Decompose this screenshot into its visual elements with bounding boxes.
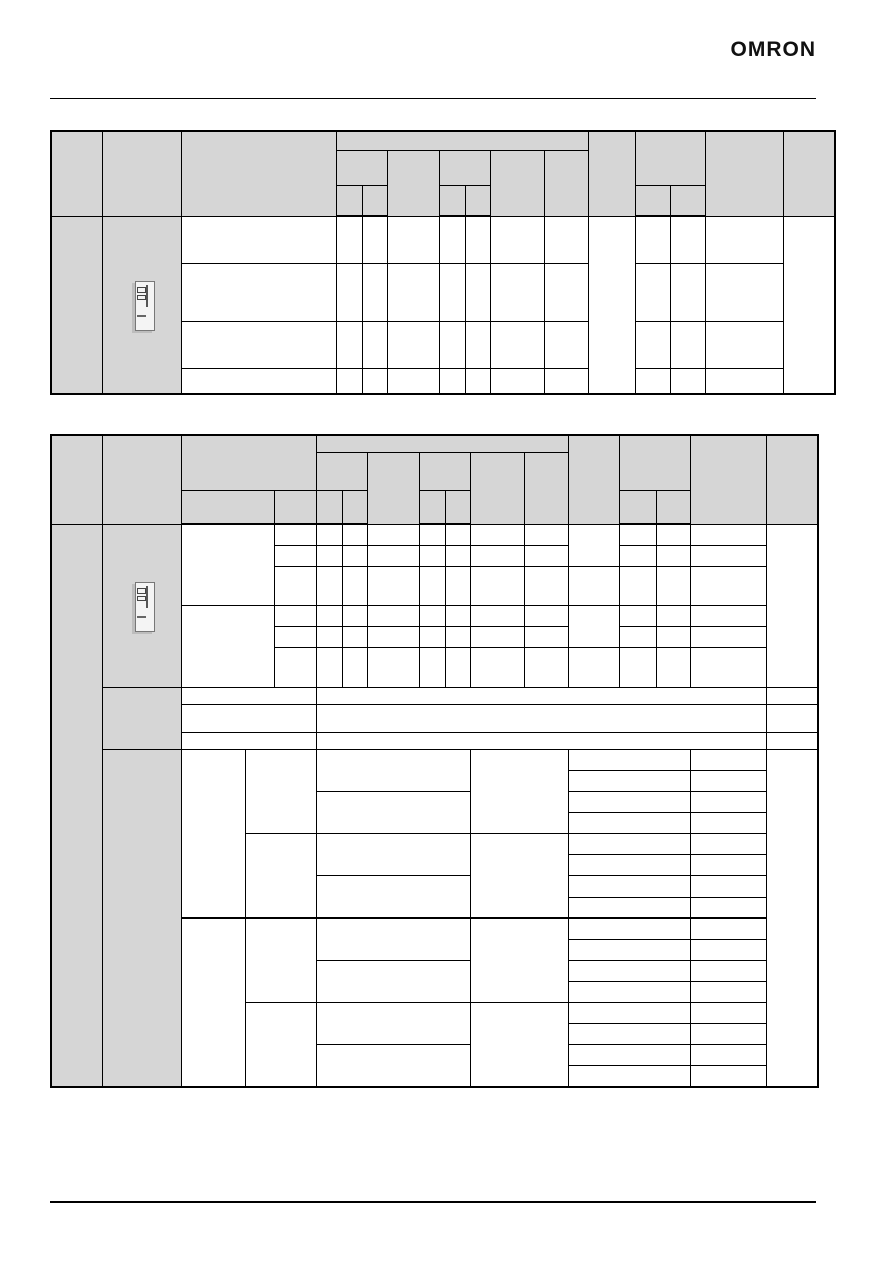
table-cell (181, 732, 316, 749)
table-cell (387, 321, 439, 368)
table-cell (274, 606, 316, 627)
table-cell (670, 263, 705, 321)
table-cell (445, 567, 470, 606)
table-cell (690, 627, 766, 648)
table-cell (490, 321, 544, 368)
table-cell (181, 749, 245, 918)
table-cell (568, 939, 690, 960)
table-cell (470, 627, 524, 648)
header-cell (419, 490, 445, 524)
table-cell (342, 606, 367, 627)
table-cell (490, 216, 544, 263)
header-cell (783, 131, 835, 216)
table-cell (635, 216, 670, 263)
table-cell (439, 216, 465, 263)
table-cell (690, 960, 766, 981)
table-cell (387, 263, 439, 321)
table-cell (362, 216, 387, 263)
table-cell (362, 321, 387, 368)
table-cell (690, 771, 766, 792)
table-cell (419, 606, 445, 627)
header-cell (439, 150, 490, 185)
table-cell (656, 546, 690, 567)
table-cell (316, 546, 342, 567)
table-cell (181, 918, 245, 1087)
header-cell (102, 131, 181, 216)
table-cell (362, 368, 387, 394)
table-cell (367, 546, 419, 567)
table-cell (705, 321, 783, 368)
table-cell (445, 524, 470, 545)
table-cell (766, 687, 818, 704)
table-cell (274, 627, 316, 648)
table-cell (690, 981, 766, 1002)
table-cell (362, 263, 387, 321)
table-cell (568, 606, 619, 648)
table-cell (544, 263, 588, 321)
table-cell (568, 813, 690, 834)
table-cell (705, 263, 783, 321)
table-cell (490, 368, 544, 394)
table-cell (445, 546, 470, 567)
table-cell (568, 981, 690, 1002)
header-cell (635, 185, 670, 216)
table-cell (705, 216, 783, 263)
table-cell (367, 648, 419, 687)
table-cell (470, 749, 568, 833)
table-cell (690, 897, 766, 918)
table-cell (439, 321, 465, 368)
category-cell (51, 524, 102, 1087)
header-cell (766, 435, 818, 524)
table-cell (690, 648, 766, 687)
header-cell (181, 131, 336, 216)
table-cell (316, 1045, 470, 1087)
table-cell (470, 1003, 568, 1087)
header-cell (656, 490, 690, 524)
table-cell (181, 263, 336, 321)
header-cell (342, 490, 367, 524)
table-cell (524, 606, 568, 627)
header-rule (50, 98, 816, 99)
header-cell (619, 435, 690, 490)
table-cell (181, 687, 316, 704)
table-cell (656, 524, 690, 545)
table-cell (181, 524, 274, 605)
table-cell (419, 546, 445, 567)
table-cell (245, 1003, 316, 1087)
table-cell (568, 918, 690, 939)
table-cell (316, 606, 342, 627)
table-cell (656, 627, 690, 648)
table-cell (367, 627, 419, 648)
table-cell (245, 749, 316, 833)
table-cell (465, 321, 490, 368)
table-cell (336, 321, 362, 368)
table-cell (635, 368, 670, 394)
header-cell (544, 150, 588, 216)
header-cell (316, 435, 568, 452)
table-cell (470, 834, 568, 918)
header-cell (588, 131, 635, 216)
table-cell (316, 687, 766, 704)
header-cell (274, 490, 316, 524)
header-cell (465, 185, 490, 216)
table-cell (245, 918, 316, 1002)
table-cell (470, 567, 524, 606)
table-cell (316, 648, 342, 687)
header-cell (51, 435, 102, 524)
table-cell (524, 648, 568, 687)
header-cell (316, 452, 367, 490)
table-cell (568, 567, 619, 606)
table-cell (181, 704, 316, 732)
table-cell (470, 918, 568, 1002)
table-cell (705, 368, 783, 394)
table-cell (316, 627, 342, 648)
header-cell (316, 490, 342, 524)
omron-logo: OMRON (730, 38, 816, 61)
table-cell (690, 1024, 766, 1045)
table-cell (465, 216, 490, 263)
header-cell (51, 131, 102, 216)
table-cell (766, 524, 818, 687)
table-cell (568, 1003, 690, 1024)
table-cell (656, 567, 690, 606)
table-cell (766, 704, 818, 732)
table-cell (274, 546, 316, 567)
table-cell (690, 939, 766, 960)
table-cell (619, 606, 656, 627)
table-cell (670, 368, 705, 394)
upper-selection-table (50, 130, 836, 395)
footer-rule (50, 1201, 816, 1203)
table-cell (465, 263, 490, 321)
table-cell (316, 732, 766, 749)
header-cell (336, 185, 362, 216)
table-cell (619, 546, 656, 567)
table-cell (316, 567, 342, 606)
table-cell (656, 648, 690, 687)
table-cell (367, 524, 419, 545)
header-cell (670, 185, 705, 216)
header-cell (181, 435, 316, 490)
header-cell (490, 150, 544, 216)
option-group-cell (102, 749, 181, 1087)
table-cell (568, 1066, 690, 1087)
table-cell (342, 648, 367, 687)
header-cell (524, 452, 568, 524)
header-cell (619, 490, 656, 524)
table-cell (670, 321, 705, 368)
table-cell (316, 524, 342, 545)
table-cell (690, 792, 766, 813)
table-cell (656, 606, 690, 627)
accessory-group-cell (102, 687, 181, 749)
table-cell (439, 368, 465, 394)
table-cell (419, 627, 445, 648)
table-cell (274, 648, 316, 687)
table-cell (336, 263, 362, 321)
table-cell (619, 627, 656, 648)
header-cell (568, 435, 619, 524)
header-cell (102, 435, 181, 524)
table-cell (568, 749, 690, 770)
table-cell (387, 368, 439, 394)
table-cell (342, 524, 367, 545)
table-cell (635, 321, 670, 368)
table-cell (690, 567, 766, 606)
table-cell (316, 834, 470, 876)
table-cell (419, 567, 445, 606)
table-cell (568, 834, 690, 855)
header-cell (367, 452, 419, 524)
table-cell (544, 321, 588, 368)
table-cell (274, 524, 316, 545)
table-cell (568, 771, 690, 792)
table-cell (470, 606, 524, 627)
table-cell (316, 918, 470, 960)
header-cell (445, 490, 470, 524)
table-cell (568, 1024, 690, 1045)
table-cell (568, 1045, 690, 1066)
table-cell (342, 627, 367, 648)
table-cell (367, 606, 419, 627)
table-cell (635, 263, 670, 321)
table-cell (619, 567, 656, 606)
table-cell (568, 876, 690, 897)
table-cell (588, 216, 635, 394)
table-cell (470, 648, 524, 687)
header-cell (690, 435, 766, 524)
table-cell (181, 321, 336, 368)
table-cell (245, 834, 316, 918)
table-cell (568, 897, 690, 918)
table-cell (544, 216, 588, 263)
table-cell (342, 546, 367, 567)
header-cell (470, 452, 524, 524)
table-cell (766, 732, 818, 749)
table-cell (568, 855, 690, 876)
table-cell (181, 368, 336, 394)
table-cell (470, 546, 524, 567)
table-cell (316, 749, 470, 791)
table-cell (342, 567, 367, 606)
table-cell (316, 876, 470, 918)
image-cell (102, 216, 181, 394)
table-cell (690, 855, 766, 876)
image-cell (102, 524, 181, 687)
table-cell (690, 834, 766, 855)
table-cell (568, 524, 619, 566)
table-cell (445, 648, 470, 687)
table-cell (690, 546, 766, 567)
table-cell (316, 792, 470, 834)
table-cell (690, 876, 766, 897)
table-cell (568, 960, 690, 981)
table-cell (419, 524, 445, 545)
header-cell (362, 185, 387, 216)
table-cell (690, 1045, 766, 1066)
table-cell (524, 546, 568, 567)
header-cell (181, 490, 274, 524)
header-cell (336, 150, 387, 185)
header-cell (336, 131, 588, 150)
table-cell (445, 606, 470, 627)
device-image (131, 279, 153, 331)
table-cell (181, 606, 274, 687)
header-cell (705, 131, 783, 216)
table-cell (619, 524, 656, 545)
table-cell (316, 1003, 470, 1045)
table-cell (670, 216, 705, 263)
table-cell (316, 704, 766, 732)
table-cell (524, 524, 568, 545)
table-cell (181, 216, 336, 263)
lower-selection-table (50, 434, 819, 1088)
table-cell (524, 627, 568, 648)
table-cell (465, 368, 490, 394)
table-cell (470, 524, 524, 545)
table-cell (690, 524, 766, 545)
table-cell (387, 216, 439, 263)
table-cell (690, 813, 766, 834)
table-cell (783, 216, 835, 394)
table-cell (274, 567, 316, 606)
header-cell (439, 185, 465, 216)
table-cell (690, 606, 766, 627)
table-cell (419, 648, 445, 687)
table-cell (316, 960, 470, 1002)
table-cell (690, 1003, 766, 1024)
table-cell (490, 263, 544, 321)
table-cell (690, 1066, 766, 1087)
table-cell (690, 918, 766, 939)
table-cell (619, 648, 656, 687)
table-cell (439, 263, 465, 321)
table-cell (336, 368, 362, 394)
table-cell (336, 216, 362, 263)
header-cell (635, 131, 705, 185)
table-cell (568, 648, 619, 687)
header-cell (387, 150, 439, 216)
device-image (131, 580, 153, 632)
table-cell (690, 749, 766, 770)
table-cell (445, 627, 470, 648)
header-cell (419, 452, 470, 490)
category-cell (51, 216, 102, 394)
table-cell (568, 792, 690, 813)
table-cell (367, 567, 419, 606)
table-cell (544, 368, 588, 394)
table-cell (524, 567, 568, 606)
